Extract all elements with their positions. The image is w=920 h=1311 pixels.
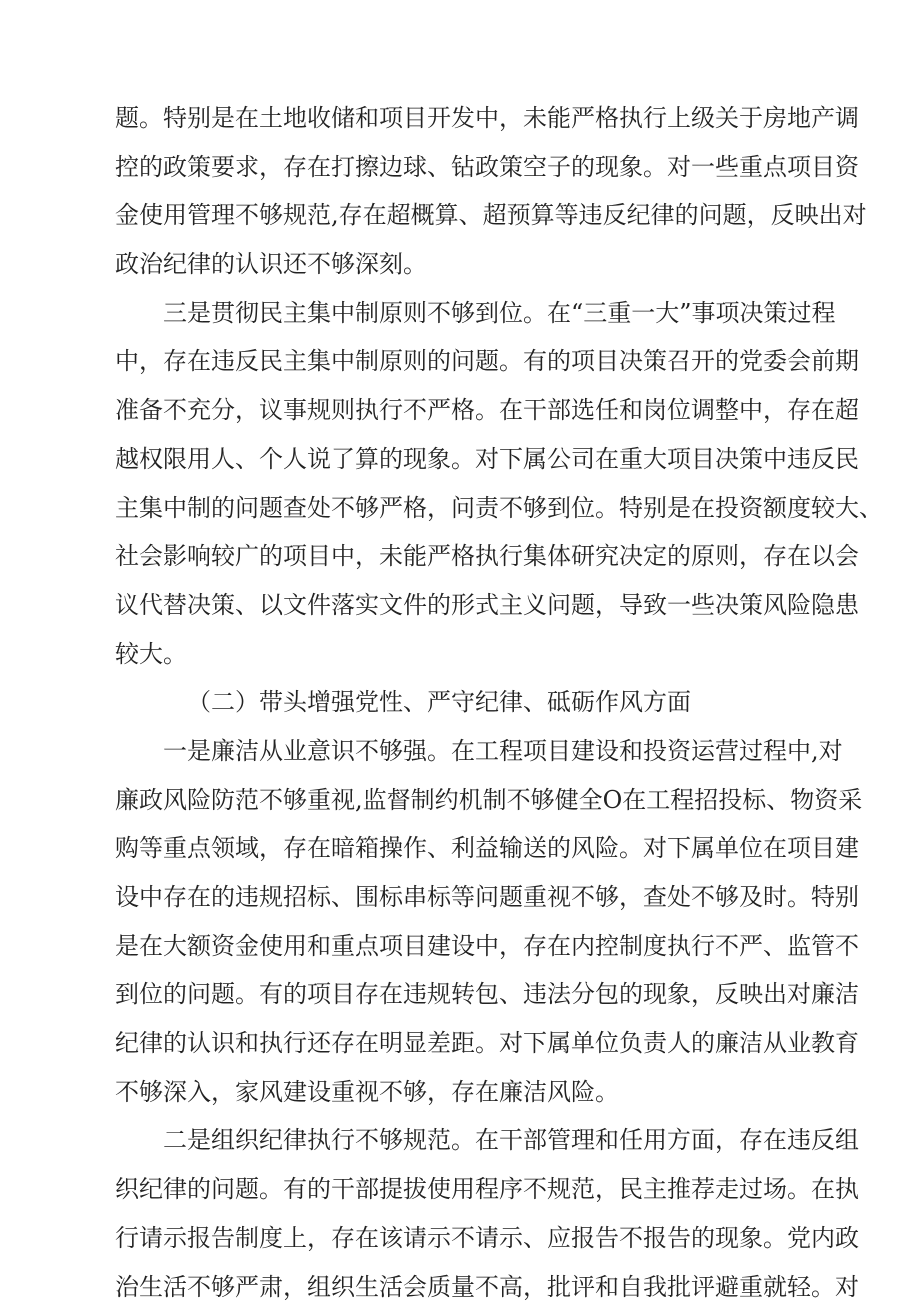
text-line: 越权限用人、个人说了算的现象。对下属公司在重大项目决策中违反民 [115,435,835,484]
text-line: 政治纪律的认识还不够深刻。 [115,240,835,289]
text-line: 到位的问题。有的项目存在违规转包、违法分包的现象，反映出对廉洁 [115,970,835,1019]
text-line: 议代替决策、以文件落实文件的形式主义问题，导致一些决策风险隐患 [115,581,835,630]
text-line: 题。特别是在土地收储和项目开发中，未能严格执行上级关于房地产调 [115,94,835,143]
text-line: 一是廉洁从业意识不够强。在工程项目建设和投资运营过程中,对 [115,727,835,776]
text-line: 主集中制的问题查处不够严格，问责不够到位。特别是在投资额度较大、 [115,484,835,533]
document-body [115,94,835,1311]
text-line: 三是贯彻民主集中制原则不够到位。在“三重一大”事项决策过程 [115,289,835,338]
text-line: 中，存在违反民主集中制原则的问题。有的项目决策召开的党委会前期 [115,337,835,386]
text-line: 行请示报告制度上，存在该请示不请示、应报告不报告的现象。党内政 [115,1214,835,1263]
text-line: 不够深入，家风建设重视不够，存在廉洁风险。 [115,1068,835,1117]
text-line: 准备不充分，议事规则执行不严格。在干部选任和岗位调整中，存在超 [115,386,835,435]
text-line: 金使用管理不够规范,存在超概算、超预算等违反纪律的问题，反映出对 [115,191,835,240]
text-line: 纪律的认识和执行还存在明显差距。对下属单位负责人的廉洁从业教育 [115,1019,835,1068]
text-line: 二是组织纪律执行不够规范。在干部管理和任用方面，存在违反组 [115,1116,835,1165]
section-heading: （二）带头增强党性、严守纪律、砥砺作风方面 [115,678,835,727]
text-line: 治生活不够严肃，组织生活会质量不高，批评和自我批评避重就轻。对 [115,1263,835,1311]
text-line: 社会影响较广的项目中，未能严格执行集体研究决定的原则，存在以会 [115,532,835,581]
text-line: 设中存在的违规招标、围标串标等问题重视不够，查处不够及时。特别 [115,873,835,922]
text-line: 购等重点领域，存在暗箱操作、利益输送的风险。对下属单位在项目建 [115,824,835,873]
text-line: 较大。 [115,630,835,679]
text-line: 控的政策要求，存在打擦边球、钻政策空子的现象。对一些重点项目资 [115,143,835,192]
text-line: 是在大额资金使用和重点项目建设中，存在内控制度执行不严、监管不 [115,922,835,971]
text-line: 廉政风险防范不够重视,监督制约机制不够健全O在工程招投标、物资采 [115,776,835,825]
text-line: 织纪律的问题。有的干部提拔使用程序不规范，民主推荐走过场。在执 [115,1165,835,1214]
